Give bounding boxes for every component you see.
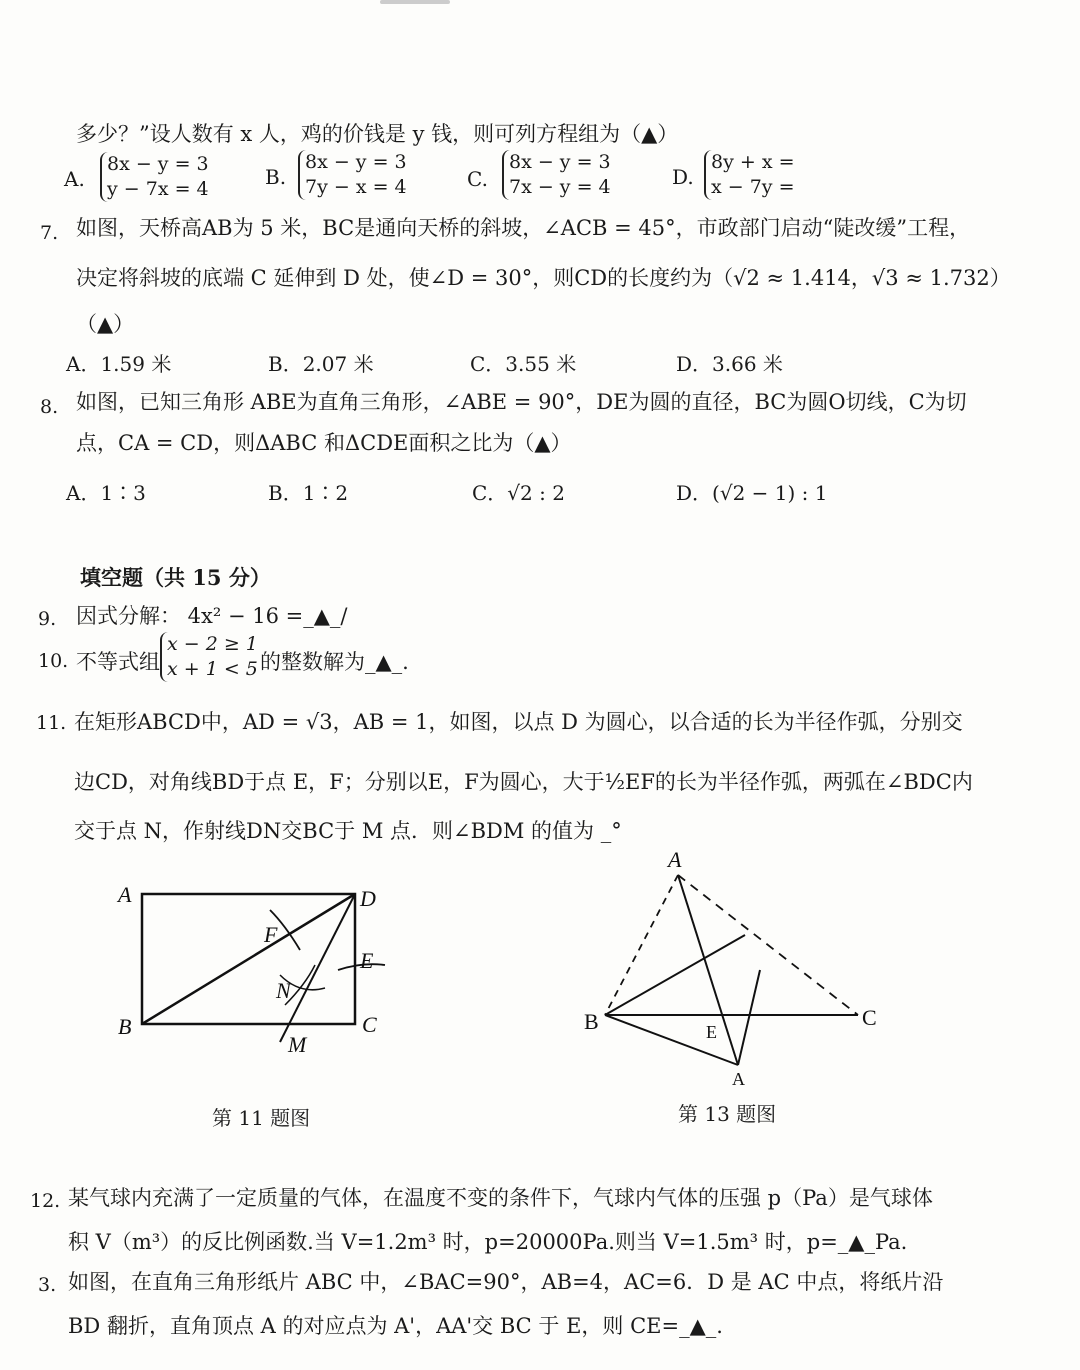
q7-option-b: B．2.07 米: [268, 352, 374, 376]
q6-stem: 多少？”设人数有 x 人，鸡的价钱是 y 钱，则可列方程组为（▲）: [76, 122, 679, 146]
q7-line1: 如图，天桥高AB为 5 米，BC是通向天桥的斜坡，∠ACB = 45°，市政部门启动“陡改缓”工程，: [76, 216, 971, 240]
label-b: B: [584, 1009, 599, 1034]
q8-option-d: D．(√2 − 1) : 1: [676, 481, 828, 505]
figure-11-caption: 第 11 题图: [212, 1106, 311, 1130]
label-e: E: [706, 1022, 717, 1042]
figure-13-caption: 第 13 题图: [678, 1102, 777, 1126]
q6-option-b-system: [298, 150, 407, 200]
q8-number: 8.: [40, 396, 59, 418]
fold-bd: [605, 935, 745, 1015]
q13-line2: BD 翻折，直角顶点 A 的对应点为 A'，AA'交 BC 于 E，则 CE=_▲_.: [68, 1314, 723, 1338]
q6-option-a-system: [100, 152, 209, 202]
label-e: E: [360, 948, 374, 973]
figure-11: [100, 870, 420, 1060]
q8-option-a: A．1∶3: [66, 481, 146, 505]
q8-option-c: C．√2 : 2: [472, 481, 565, 505]
q12-line1: 某气球内充满了一定质量的气体，在温度不变的条件下，气球内气体的压强 p（Pa）是气球体: [68, 1186, 933, 1210]
label-c: C: [862, 1005, 877, 1030]
q6-option-c-label: C.: [467, 167, 488, 191]
equation: x − 7y =: [711, 176, 795, 198]
equation: 8x − y = 3: [107, 153, 209, 175]
q9-text: 因式分解： 4x² − 16 =_▲_/: [76, 604, 348, 628]
q7-option-a: A．1.59 米: [66, 352, 172, 376]
q13-number: 3.: [38, 1274, 57, 1296]
label-a: A: [118, 882, 132, 907]
q11-line3: 交于点 N，作射线DN交BC于 M 点．则∠BDM 的值为 _°: [74, 819, 622, 843]
q10-number: 10.: [38, 650, 69, 672]
equation: 7y − x = 4: [305, 176, 407, 198]
q7-option-d: D．3.66 米: [676, 352, 783, 376]
q6-option-d-system: [704, 150, 795, 200]
label-b: B: [118, 1014, 132, 1039]
equation: y − 7x = 4: [107, 178, 209, 200]
q13-line1: 如图，在直角三角形纸片 ABC 中，∠BAC=90°，AB=4，AC=6．D 是 AC 中点，将纸片沿: [68, 1270, 944, 1294]
q12-number: 12.: [30, 1190, 61, 1212]
q7-option-c: C．3.55 米: [470, 352, 577, 376]
inequality: x − 2 ≥ 1: [167, 633, 258, 655]
q8-line1: 如图，已知三角形 ABE为直角三角形，∠ABE = 90°，DE为圆的直径，BC为圆O切线，C为切: [76, 390, 967, 414]
q6-option-c-system: [502, 150, 611, 200]
equation: 8x − y = 3: [509, 151, 611, 173]
side-ba-prime: [605, 1015, 738, 1065]
scan-mark: [380, 0, 450, 4]
q11-number: 11.: [36, 712, 67, 734]
label-a: A: [668, 847, 682, 872]
label-d: D: [360, 886, 376, 911]
q9-number: 9.: [38, 608, 57, 630]
dashed-ac: [678, 875, 858, 1015]
q10-prefix: 不等式组: [76, 650, 160, 674]
q6-option-d-label: D.: [672, 165, 694, 189]
q6-option-a-label: A.: [64, 167, 85, 191]
q10-suffix: 的整数解为_▲_.: [260, 650, 409, 674]
label-a-prime: A: [732, 1069, 745, 1089]
equation: 8x − y = 3: [305, 151, 407, 173]
q8-option-b: B．1∶2: [268, 481, 349, 505]
q12-line2: 积 V（m³）的反比例函数.当 V=1.2m³ 时，p=20000Pa.则当 V=1.5m³ 时，p=_▲_Pa.: [68, 1230, 908, 1254]
q6-option-b-label: B.: [265, 165, 287, 189]
equation: 7x − y = 4: [509, 176, 611, 198]
segment-a-prime-d: [738, 970, 760, 1065]
inequality: x + 1 < 5: [167, 658, 258, 680]
q11-line1: 在矩形ABCD中，AD = √3，AB = 1，如图，以点 D 为圆心，以合适的长为半径作弧，分别交: [74, 710, 963, 734]
q8-line2: 点，CA = CD，则ΔABC 和ΔCDE面积之比为（▲）: [76, 431, 572, 455]
q7-line3: （▲）: [76, 312, 135, 336]
label-f: F: [264, 922, 278, 947]
q7-line2: 决定将斜坡的底端 C 延伸到 D 处，使∠D = 30°，则CD的长度约为（√2 ≈ 1.414，√3 ≈ 1.732）: [76, 266, 1011, 290]
q7-number: 7.: [40, 222, 59, 244]
equation: 8y + x =: [711, 151, 795, 173]
figure-13: [570, 845, 890, 1090]
q10-system: [160, 632, 258, 682]
section-heading: 填空题（共 15 分）: [80, 565, 271, 590]
label-m: M: [288, 1032, 307, 1057]
label-c: C: [362, 1012, 377, 1037]
label-n: N: [276, 978, 291, 1003]
q11-line2: 边CD，对角线BD于点 E，F；分别以E，F为圆心，大于½EF的长为半径作弧，两弧在∠BDC内: [74, 770, 973, 794]
